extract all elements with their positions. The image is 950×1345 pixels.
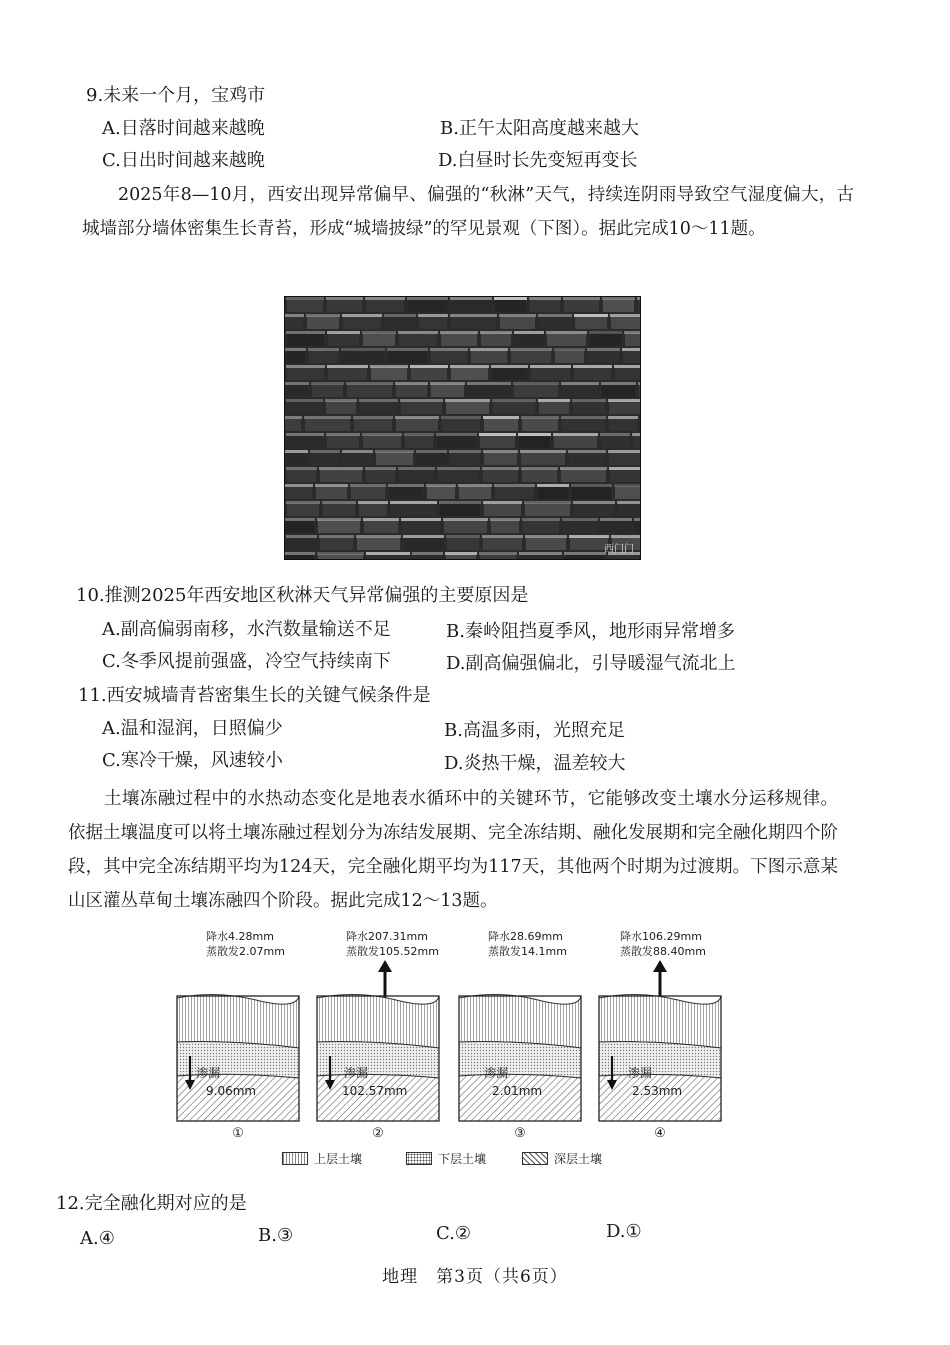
q11-option-d: D.炎热干燥，温差较大 <box>444 753 626 774</box>
panel1-seep-label: 渗漏 <box>196 1066 221 1080</box>
q10-option-a: A.副高偏弱南移，水汽数量输送不足 <box>102 619 391 640</box>
panel3-precip: 降水28.69mm <box>488 930 563 943</box>
soil-freeze-thaw-diagram <box>170 920 750 1180</box>
panel2-evap: 蒸散发105.52mm <box>346 945 439 958</box>
panel-1 <box>176 992 300 1122</box>
q12-option-b: B.③ <box>258 1225 294 1246</box>
panel-3 <box>458 992 582 1122</box>
panel3-seep-value: 2.01mm <box>492 1084 543 1098</box>
photo-watermark: 西门门 <box>604 544 634 555</box>
passage-autumn-rain: 2025年8—10月，西安出现异常偏早、偏强的“秋淋”天气，持续连阴雨导致空气湿度偏大，古城墙部分墙体密集生长青苔，形成“城墙披绿”的罕见景观（下图）。据此完成10～11题。 <box>82 185 854 239</box>
panel-4 <box>598 992 722 1122</box>
panel4-evap: 蒸散发88.40mm <box>620 945 706 958</box>
q9-stem: 9.未来一个月，宝鸡市 <box>86 85 266 106</box>
q9-option-c: C.日出时间越来越晚 <box>102 150 265 171</box>
upper-soil-swatch <box>282 1152 308 1165</box>
legend-lower-soil <box>406 1150 486 1167</box>
q11-option-a: A.温和湿润，日照偏少 <box>102 718 283 739</box>
panel2-seep-value: 102.57mm <box>342 1084 408 1098</box>
panel4-number: ④ <box>654 1126 666 1141</box>
q12-option-d: D.① <box>606 1221 642 1242</box>
legend-deep-label: 深层土壤 <box>554 1152 603 1166</box>
legend-upper-soil <box>282 1150 362 1167</box>
panel3-evap: 蒸散发14.1mm <box>488 945 567 958</box>
panel1-evap: 蒸散发2.07mm <box>206 945 285 958</box>
q10-option-b: B.秦岭阻挡夏季风，地形雨异常增多 <box>446 621 735 642</box>
panel4-precip: 降水106.29mm <box>620 930 702 943</box>
q12-option-c: C.② <box>436 1223 471 1244</box>
panel2-precip: 降水207.31mm <box>346 930 428 943</box>
q12-stem: 12.完全融化期对应的是 <box>56 1193 247 1214</box>
passage-soil-freeze-thaw: 土壤冻融过程中的水热动态变化是地表水循环中的关键环节，它能够改变土壤水分运移规律。依据土壤温度可以将土壤冻融过程划分为冻结发展期、完全冻结期、融化发展期和完全融化期四个阶段，其中完全冻结期平均为124天，完全融化期平均为117天，其他两个时期为过渡期。下图示意某山区灌丛草甸土壤冻融四个阶段。据此完成12～13题。 <box>68 789 838 911</box>
page-footer: 地理 第3页（共6页） <box>382 1267 568 1287</box>
q9-option-b: B.正午太阳高度越来越大 <box>440 118 639 139</box>
legend-upper-label: 上层土壤 <box>314 1152 363 1166</box>
q10-option-c: C.冬季风提前强盛，冷空气持续南下 <box>102 651 391 672</box>
panel2-number: ② <box>372 1126 384 1141</box>
lower-soil-swatch <box>406 1152 432 1165</box>
panel1-seep-value: 9.06mm <box>206 1084 257 1098</box>
q11-option-c: C.寒冷干燥，风速较小 <box>102 750 283 771</box>
panel-2 <box>316 992 440 1122</box>
panel1-precip: 降水4.28mm <box>206 930 274 943</box>
q10-option-d: D.副高偏强偏北，引导暖湿气流北上 <box>446 653 736 674</box>
q12-option-a: A.④ <box>80 1228 115 1249</box>
q9-option-a: A.日落时间越来越晚 <box>102 118 265 139</box>
panel2-seep-label: 渗漏 <box>344 1066 369 1080</box>
panel4-seep-value: 2.53mm <box>632 1084 683 1098</box>
panel3-seep-label: 渗漏 <box>484 1066 509 1080</box>
legend-lower-label: 下层土壤 <box>438 1152 487 1166</box>
legend-deep-soil <box>522 1150 602 1167</box>
city-wall-photo <box>284 296 641 560</box>
panel1-number: ① <box>232 1126 244 1141</box>
q11-stem: 11.西安城墙青苔密集生长的关键气候条件是 <box>78 685 431 706</box>
q9-option-d: D.白昼时长先变短再变长 <box>438 150 638 171</box>
q11-option-b: B.高温多雨，光照充足 <box>444 720 625 741</box>
panel4-seep-label: 渗漏 <box>628 1066 653 1080</box>
q10-stem: 10.推测2025年西安地区秋淋天气异常偏强的主要原因是 <box>76 585 529 606</box>
panel3-number: ③ <box>514 1126 526 1141</box>
deep-soil-swatch <box>522 1152 548 1165</box>
